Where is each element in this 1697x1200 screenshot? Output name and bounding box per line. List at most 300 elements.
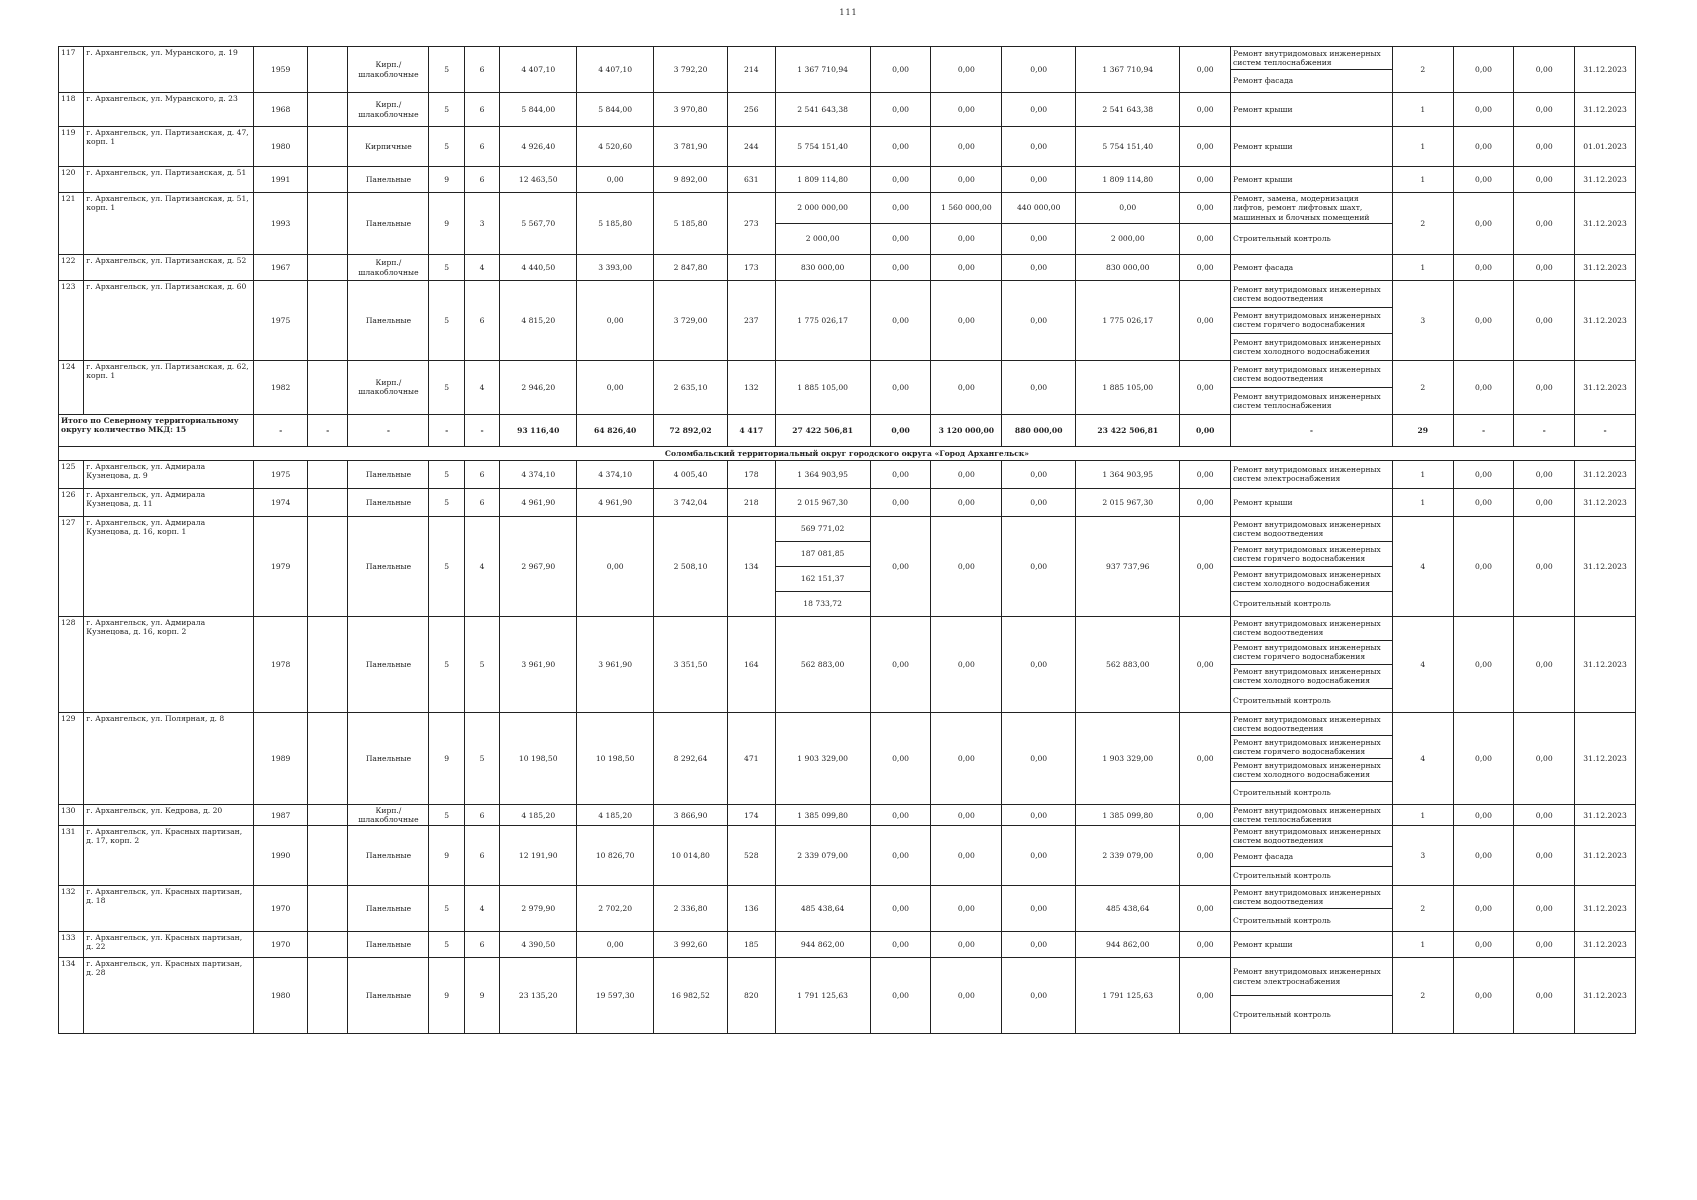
owners-funds: 2 339 079,00	[1076, 826, 1180, 886]
table-row	[59, 886, 1636, 909]
entrances-count: 6	[464, 281, 499, 361]
blank-cell	[307, 255, 347, 281]
works-count: 1	[1392, 488, 1453, 516]
residents-count: 256	[728, 93, 776, 127]
owners-funds: 2 541 643,38	[1076, 93, 1180, 127]
building-address: г. Архангельск, ул. Партизанская, д. 51, корп. 1	[84, 193, 254, 255]
area-a: 4 520,60	[577, 127, 654, 167]
entrances-count: 6	[464, 488, 499, 516]
area-a: 10 826,70	[577, 826, 654, 886]
fund-source-1: 0,00	[870, 360, 931, 414]
cost-b: 0,00	[1514, 616, 1575, 712]
row-number: 125	[59, 460, 84, 488]
table-row	[59, 281, 1636, 308]
work-type: Ремонт внутридомовых инженерных систем водоотведения	[1231, 516, 1393, 541]
fund-source-1: 0,00	[870, 826, 931, 886]
fund-source-1: 0,00	[870, 488, 931, 516]
build-year: 1968	[254, 93, 308, 127]
owners-funds: 23 422 506,81	[1076, 414, 1180, 446]
other-funds: 0,00	[1180, 616, 1231, 712]
wall-material: Панельные	[348, 886, 429, 932]
building-address: г. Архангельск, ул. Адмирала Кузнецова, д. 9	[84, 460, 254, 488]
building-address: г. Архангельск, ул. Красных партизан, д. 22	[84, 932, 254, 958]
other-funds: 0,00	[1180, 460, 1231, 488]
works-count: 2	[1392, 47, 1453, 93]
total-area: 2 967,90	[500, 516, 577, 616]
entrances-count: 5	[464, 616, 499, 712]
residents-count: 132	[728, 360, 776, 414]
dash-cell: -	[1575, 414, 1636, 446]
completion-date: 31.12.2023	[1575, 804, 1636, 825]
entrances-count: 5	[464, 712, 499, 804]
fund-source-3: 0,00	[1002, 93, 1076, 127]
area-b: 8 292,64	[654, 712, 728, 804]
residents-count: 164	[728, 616, 776, 712]
total-area: 4 440,50	[500, 255, 577, 281]
fund-source-3: 0,00	[1002, 886, 1076, 932]
dash-cell: -	[307, 414, 347, 446]
fund-source-1: 0,00	[870, 886, 931, 932]
other-funds: 0,00	[1180, 886, 1231, 932]
completion-date: 31.12.2023	[1575, 281, 1636, 361]
fund-source-3: 0,00	[1002, 616, 1076, 712]
capital-repair-table	[58, 46, 1636, 1034]
build-year: 1970	[254, 932, 308, 958]
area-b: 3 792,20	[654, 47, 728, 93]
building-address: г. Архангельск, ул. Адмирала Кузнецова, д. 16, корп. 1	[84, 516, 254, 616]
other-funds: 0,00	[1180, 127, 1231, 167]
completion-date: 31.12.2023	[1575, 616, 1636, 712]
works-count: 1	[1392, 127, 1453, 167]
other-funds: 0,00	[1180, 360, 1231, 414]
repair-cost: 1 809 114,80	[775, 167, 870, 193]
other-funds: 0,00	[1180, 167, 1231, 193]
cost-b: 0,00	[1514, 460, 1575, 488]
work-type: Ремонт внутридомовых инженерных систем горячего водоснабжения	[1231, 735, 1393, 758]
completion-date: 31.12.2023	[1575, 93, 1636, 127]
cost-b: 0,00	[1514, 488, 1575, 516]
table-row	[59, 488, 1636, 516]
entrances-count: 6	[464, 460, 499, 488]
building-address: г. Архангельск, ул. Полярная, д. 8	[84, 712, 254, 804]
fund-source-1: 0,00	[870, 167, 931, 193]
blank-cell	[307, 958, 347, 1034]
total-area: 93 116,40	[500, 414, 577, 446]
area-b: 10 014,80	[654, 826, 728, 886]
total-area: 4 407,10	[500, 47, 577, 93]
dash-cell: -	[464, 414, 499, 446]
build-year: 1975	[254, 460, 308, 488]
residents-count: 218	[728, 488, 776, 516]
residents-count: 173	[728, 255, 776, 281]
total-area: 4 185,20	[500, 804, 577, 825]
completion-date: 31.12.2023	[1575, 932, 1636, 958]
area-a: 4 374,10	[577, 460, 654, 488]
work-type: Ремонт внутридомовых инженерных систем теплоснабжения	[1231, 804, 1393, 825]
other-funds: 0,00	[1180, 47, 1231, 93]
blank-cell	[307, 460, 347, 488]
floors-count: 5	[429, 616, 464, 712]
other-funds: 0,00	[1180, 224, 1231, 255]
cost-b: 0,00	[1514, 193, 1575, 255]
table-row	[59, 127, 1636, 167]
row-number: 120	[59, 167, 84, 193]
fund-source-1: 0,00	[870, 255, 931, 281]
total-area: 12 463,50	[500, 167, 577, 193]
floors-count: 9	[429, 167, 464, 193]
fund-source-3: 0,00	[1002, 167, 1076, 193]
fund-source-2: 0,00	[931, 712, 1002, 804]
area-a: 3 393,00	[577, 255, 654, 281]
building-address: г. Архангельск, ул. Партизанская, д. 60	[84, 281, 254, 361]
residents-count: 178	[728, 460, 776, 488]
repair-cost: 1 385 099,80	[775, 804, 870, 825]
area-b: 4 005,40	[654, 460, 728, 488]
cost-a: 0,00	[1453, 616, 1514, 712]
fund-source-2: 3 120 000,00	[931, 414, 1002, 446]
residents-count: 820	[728, 958, 776, 1034]
fund-source-2: 1 560 000,00	[931, 193, 1002, 224]
blank-cell	[307, 488, 347, 516]
total-area: 2 946,20	[500, 360, 577, 414]
repair-cost: 1 364 903,95	[775, 460, 870, 488]
area-a: 0,00	[577, 167, 654, 193]
area-b: 72 892,02	[654, 414, 728, 446]
building-address: г. Архангельск, ул. Адмирала Кузнецова, д. 11	[84, 488, 254, 516]
fund-source-2: 0,00	[931, 255, 1002, 281]
dash-cell: -	[429, 414, 464, 446]
cost-b: 0,00	[1514, 712, 1575, 804]
entrances-count: 4	[464, 255, 499, 281]
table-row	[59, 804, 1636, 825]
completion-date: 31.12.2023	[1575, 255, 1636, 281]
works-count: 2	[1392, 958, 1453, 1034]
work-type: Ремонт внутридомовых инженерных систем холодного водоснабжения	[1231, 664, 1393, 688]
repair-cost: 830 000,00	[775, 255, 870, 281]
fund-source-2: 0,00	[931, 886, 1002, 932]
floors-count: 9	[429, 712, 464, 804]
owners-funds: 1 775 026,17	[1076, 281, 1180, 361]
fund-source-3: 440 000,00	[1002, 193, 1076, 224]
row-number: 121	[59, 193, 84, 255]
wall-material: Панельные	[348, 712, 429, 804]
entrances-count: 4	[464, 360, 499, 414]
row-number: 133	[59, 932, 84, 958]
work-type: Ремонт внутридомовых инженерных систем теплоснабжения	[1231, 387, 1393, 414]
wall-material: Панельные	[348, 932, 429, 958]
fund-source-3: 0,00	[1002, 516, 1076, 616]
area-a: 64 826,40	[577, 414, 654, 446]
fund-source-3: 0,00	[1002, 804, 1076, 825]
fund-source-3: 0,00	[1002, 460, 1076, 488]
works-count: 1	[1392, 932, 1453, 958]
repair-cost: 944 862,00	[775, 932, 870, 958]
repair-cost: 2 541 643,38	[775, 93, 870, 127]
area-b: 3 992,60	[654, 932, 728, 958]
build-year: 1974	[254, 488, 308, 516]
build-year: 1970	[254, 886, 308, 932]
fund-source-3: 0,00	[1002, 127, 1076, 167]
building-address: г. Архангельск, ул. Кедрова, д. 20	[84, 804, 254, 825]
fund-source-1: 0,00	[870, 47, 931, 93]
fund-source-3: 0,00	[1002, 958, 1076, 1034]
building-address: г. Архангельск, ул. Адмирала Кузнецова, д. 16, корп. 2	[84, 616, 254, 712]
fund-source-1: 0,00	[870, 616, 931, 712]
total-area: 3 961,90	[500, 616, 577, 712]
residents-count: 214	[728, 47, 776, 93]
table-row	[59, 47, 1636, 70]
completion-date: 31.12.2023	[1575, 47, 1636, 93]
work-type: Ремонт крыши	[1231, 167, 1393, 193]
fund-source-2: 0,00	[931, 460, 1002, 488]
repair-cost: 2 000,00	[775, 224, 870, 255]
work-type: Ремонт внутридомовых инженерных систем теплоснабжения	[1231, 47, 1393, 70]
entrances-count: 6	[464, 932, 499, 958]
fund-source-2: 0,00	[931, 127, 1002, 167]
row-number: 117	[59, 47, 84, 93]
wall-material: Панельные	[348, 281, 429, 361]
area-b: 2 847,80	[654, 255, 728, 281]
other-funds: 0,00	[1180, 488, 1231, 516]
area-a: 4 407,10	[577, 47, 654, 93]
dash-cell: -	[1453, 414, 1514, 446]
cost-b: 0,00	[1514, 127, 1575, 167]
entrances-count: 9	[464, 958, 499, 1034]
cost-a: 0,00	[1453, 460, 1514, 488]
table-row	[59, 193, 1636, 224]
completion-date: 31.12.2023	[1575, 958, 1636, 1034]
build-year: 1982	[254, 360, 308, 414]
total-area: 4 961,90	[500, 488, 577, 516]
area-a: 4 961,90	[577, 488, 654, 516]
works-count: 2	[1392, 886, 1453, 932]
cost-a: 0,00	[1453, 958, 1514, 1034]
row-number: 126	[59, 488, 84, 516]
work-type: Ремонт фасада	[1231, 847, 1393, 866]
building-address: г. Архангельск, ул. Красных партизан, д. 28	[84, 958, 254, 1034]
other-funds: 0,00	[1180, 804, 1231, 825]
blank-cell	[307, 932, 347, 958]
area-a: 5 844,00	[577, 93, 654, 127]
table-row	[59, 167, 1636, 193]
other-funds: 0,00	[1180, 932, 1231, 958]
building-address: г. Архангельск, ул. Партизанская, д. 52	[84, 255, 254, 281]
residents-count: 134	[728, 516, 776, 616]
area-b: 3 866,90	[654, 804, 728, 825]
residents-count: 185	[728, 932, 776, 958]
work-type: Строительный контроль	[1231, 996, 1393, 1034]
floors-count: 5	[429, 281, 464, 361]
work-type: Строительный контроль	[1231, 781, 1393, 804]
fund-source-1: 0,00	[870, 804, 931, 825]
works-count: 1	[1392, 804, 1453, 825]
build-year: 1990	[254, 826, 308, 886]
fund-source-3: 880 000,00	[1002, 414, 1076, 446]
cost-a: 0,00	[1453, 516, 1514, 616]
fund-source-1: 0,00	[870, 958, 931, 1034]
floors-count: 5	[429, 255, 464, 281]
cost-b: 0,00	[1514, 360, 1575, 414]
completion-date: 31.12.2023	[1575, 886, 1636, 932]
fund-source-3: 0,00	[1002, 826, 1076, 886]
wall-material: Панельные	[348, 958, 429, 1034]
fund-source-3: 0,00	[1002, 255, 1076, 281]
entrances-count: 6	[464, 47, 499, 93]
wall-material: Кирп./ шлакоблочные	[348, 47, 429, 93]
residents-count: 136	[728, 886, 776, 932]
work-type: Ремонт внутридомовых инженерных систем холодного водоснабжения	[1231, 334, 1393, 361]
work-type: Ремонт внутридомовых инженерных систем холодного водоснабжения	[1231, 758, 1393, 781]
cost-b: 0,00	[1514, 958, 1575, 1034]
repair-cost: 1 885 105,00	[775, 360, 870, 414]
build-year: 1978	[254, 616, 308, 712]
table-row	[59, 93, 1636, 127]
work-type: Ремонт внутридомовых инженерных систем электроснабжения	[1231, 958, 1393, 996]
residents-count: 237	[728, 281, 776, 361]
cost-a: 0,00	[1453, 167, 1514, 193]
build-year: 1989	[254, 712, 308, 804]
build-year: 1987	[254, 804, 308, 825]
work-type: Ремонт внутридомовых инженерных систем водоотведения	[1231, 616, 1393, 640]
area-a: 0,00	[577, 360, 654, 414]
completion-date: 31.12.2023	[1575, 460, 1636, 488]
work-type: Ремонт, замена, модернизация лифтов, ремонт лифтовых шахт, машинных и блочных помещений	[1231, 193, 1393, 224]
wall-material: Панельные	[348, 460, 429, 488]
wall-material: Панельные	[348, 193, 429, 255]
work-type: Строительный контроль	[1231, 909, 1393, 932]
cost-a: 0,00	[1453, 804, 1514, 825]
blank-cell	[307, 281, 347, 361]
row-number: 127	[59, 516, 84, 616]
fund-source-1: 0,00	[870, 93, 931, 127]
cost-b: 0,00	[1514, 47, 1575, 93]
residents-count: 471	[728, 712, 776, 804]
floors-count: 5	[429, 932, 464, 958]
section-row	[59, 446, 1636, 460]
repair-cost: 1 903 329,00	[775, 712, 870, 804]
building-address: г. Архангельск, ул. Партизанская, д. 47, корп. 1	[84, 127, 254, 167]
works-count: 4	[1392, 712, 1453, 804]
work-type: Ремонт внутридомовых инженерных систем водоотведения	[1231, 826, 1393, 847]
row-number: 122	[59, 255, 84, 281]
area-b: 2 508,10	[654, 516, 728, 616]
fund-source-3: 0,00	[1002, 47, 1076, 93]
building-address: г. Архангельск, ул. Красных партизан, д. 18	[84, 886, 254, 932]
building-address: г. Архангельск, ул. Муранского, д. 23	[84, 93, 254, 127]
area-a: 0,00	[577, 516, 654, 616]
dash-cell: -	[254, 414, 308, 446]
cost-a: 0,00	[1453, 193, 1514, 255]
work-type: Ремонт фасада	[1231, 255, 1393, 281]
fund-source-1: 0,00	[870, 460, 931, 488]
other-funds: 0,00	[1180, 93, 1231, 127]
cost-a: 0,00	[1453, 826, 1514, 886]
row-number: 130	[59, 804, 84, 825]
section-title: Соломбальский территориальный округ городского округа «Город Архангельск»	[59, 446, 1636, 460]
fund-source-1: 0,00	[870, 127, 931, 167]
work-type: Ремонт внутридомовых инженерных систем горячего водоснабжения	[1231, 541, 1393, 566]
fund-source-1: 0,00	[870, 414, 931, 446]
owners-funds: 5 754 151,40	[1076, 127, 1180, 167]
total-area: 23 135,20	[500, 958, 577, 1034]
total-row	[59, 414, 1636, 446]
building-address: г. Архангельск, ул. Партизанская, д. 51	[84, 167, 254, 193]
fund-source-1: 0,00	[870, 224, 931, 255]
area-a: 0,00	[577, 932, 654, 958]
fund-source-2: 0,00	[931, 167, 1002, 193]
floors-count: 9	[429, 193, 464, 255]
row-number: 134	[59, 958, 84, 1034]
building-address: г. Архангельск, ул. Красных партизан, д. 17, корп. 2	[84, 826, 254, 886]
fund-source-3: 0,00	[1002, 360, 1076, 414]
works-count: 1	[1392, 255, 1453, 281]
works-count: 29	[1392, 414, 1453, 446]
wall-material: Панельные	[348, 488, 429, 516]
table-row	[59, 616, 1636, 640]
works-count: 1	[1392, 93, 1453, 127]
wall-material: Кирпичные	[348, 127, 429, 167]
area-a: 5 185,80	[577, 193, 654, 255]
cost-b: 0,00	[1514, 516, 1575, 616]
other-funds: 0,00	[1180, 255, 1231, 281]
row-number: 124	[59, 360, 84, 414]
total-area: 5 844,00	[500, 93, 577, 127]
cost-a: 0,00	[1453, 127, 1514, 167]
building-address: г. Архангельск, ул. Партизанская, д. 62, корп. 1	[84, 360, 254, 414]
cost-a: 0,00	[1453, 93, 1514, 127]
entrances-count: 6	[464, 167, 499, 193]
floors-count: 5	[429, 127, 464, 167]
area-b: 5 185,80	[654, 193, 728, 255]
fund-source-1: 0,00	[870, 712, 931, 804]
fund-source-2: 0,00	[931, 93, 1002, 127]
blank-cell	[307, 804, 347, 825]
completion-date: 31.12.2023	[1575, 360, 1636, 414]
repair-cost: 2 015 967,30	[775, 488, 870, 516]
owners-funds: 2 000,00	[1076, 224, 1180, 255]
cost-a: 0,00	[1453, 932, 1514, 958]
completion-date: 31.12.2023	[1575, 516, 1636, 616]
dash-cell: -	[348, 414, 429, 446]
cost-a: 0,00	[1453, 281, 1514, 361]
entrances-count: 6	[464, 93, 499, 127]
area-a: 2 702,20	[577, 886, 654, 932]
fund-source-2: 0,00	[931, 616, 1002, 712]
repair-cost: 1 775 026,17	[775, 281, 870, 361]
entrances-count: 6	[464, 804, 499, 825]
cost-a: 0,00	[1453, 360, 1514, 414]
build-year: 1975	[254, 281, 308, 361]
total-area: 4 390,50	[500, 932, 577, 958]
repair-cost: 562 883,00	[775, 616, 870, 712]
works-count: 2	[1392, 360, 1453, 414]
residents-count: 4 417	[728, 414, 776, 446]
work-type: Строительный контроль	[1231, 591, 1393, 616]
fund-source-2: 0,00	[931, 488, 1002, 516]
cost-a: 0,00	[1453, 47, 1514, 93]
residents-count: 528	[728, 826, 776, 886]
owners-funds: 2 015 967,30	[1076, 488, 1180, 516]
area-a: 19 597,30	[577, 958, 654, 1034]
fund-source-2: 0,00	[931, 47, 1002, 93]
repair-cost: 162 151,37	[775, 566, 870, 591]
owners-funds: 1 367 710,94	[1076, 47, 1180, 93]
area-b: 2 635,10	[654, 360, 728, 414]
wall-material: Кирп./ шлакоблочные	[348, 804, 429, 825]
owners-funds: 1 385 099,80	[1076, 804, 1180, 825]
wall-material: Панельные	[348, 167, 429, 193]
cost-b: 0,00	[1514, 804, 1575, 825]
